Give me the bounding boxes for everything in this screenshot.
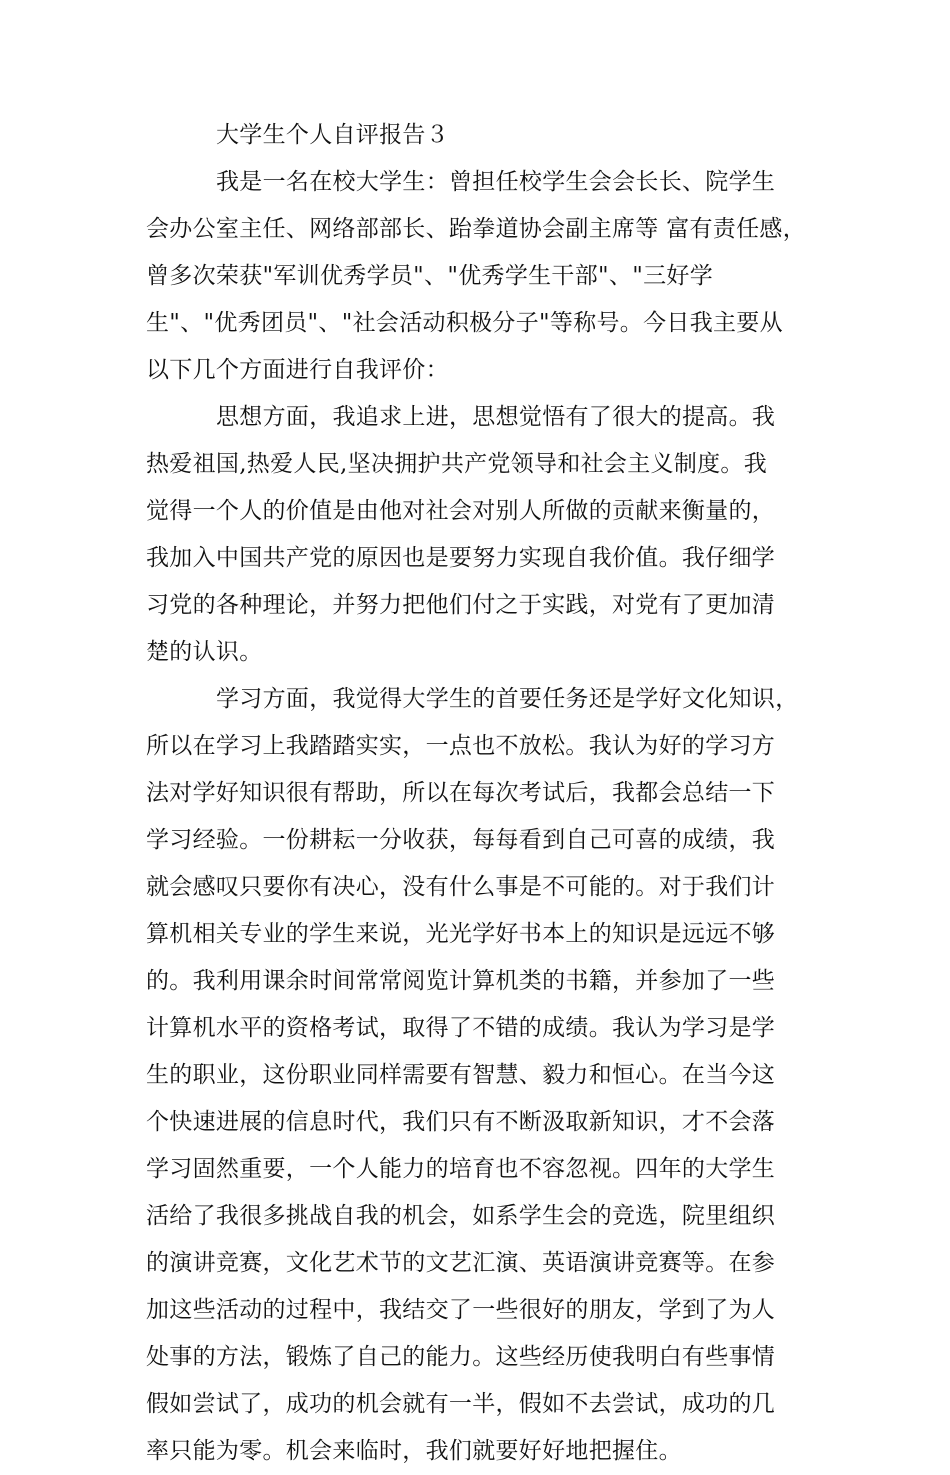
paragraph-line: 思想方面，我追求上进，思想觉悟有了很大的提高。我 — [216, 404, 776, 430]
paragraph-line: 法对学好知识很有帮助，所以在每次考试后，我都会总结一下 — [146, 780, 776, 806]
paragraph-line: 假如尝试了，成功的机会就有一半，假如不去尝试，成功的几 — [146, 1391, 776, 1417]
paragraph-line: 就会感叹只要你有决心，没有什么事是不可能的。对于我们计 — [146, 874, 776, 900]
paragraph-line: 热爱祖国,热爱人民,坚决拥护共产党领导和社会主义制度。我 — [146, 451, 768, 477]
paragraph-line: 算机相关专业的学生来说，光光学好书本上的知识是远远不够 — [146, 921, 776, 947]
paragraph-line: 处事的方法，锻炼了自己的能力。这些经历使我明白有些事情 — [146, 1344, 776, 1370]
paragraph-line: 生"、"优秀团员"、"社会活动积极分子"等称号。今日我主要从 — [146, 310, 783, 336]
paragraph-line: 所以在学习上我踏踏实实，一点也不放松。我认为好的学习方 — [146, 733, 776, 759]
paragraph-line: 楚的认识。 — [146, 639, 263, 665]
paragraph-study — [146, 676, 826, 1475]
document-title: 大学生个人自评报告３ — [216, 122, 449, 148]
paragraph-line: 我是一名在校大学生：曾担任校学生会会长长、院学生 — [216, 169, 776, 195]
paragraph-line: 习党的各种理论，并努力把他们付之于实践，对党有了更加清 — [146, 592, 776, 618]
paragraph-thought — [146, 394, 826, 676]
paragraph-intro — [146, 159, 826, 394]
paragraph-line: 的。我利用课余时间常常阅览计算机类的书籍，并参加了一些 — [146, 968, 776, 994]
paragraph-line: 计算机水平的资格考试，取得了不错的成绩。我认为学习是学 — [146, 1015, 776, 1041]
paragraph-line: 生的职业，这份职业同样需要有智慧、毅力和恒心。在当今这 — [146, 1062, 776, 1088]
paragraph-line: 活给了我很多挑战自我的机会，如系学生会的竞选，院里组织 — [146, 1203, 776, 1229]
paragraph-line: 个快速进展的信息时代，我们只有不断汲取新知识，才不会落 — [146, 1109, 776, 1135]
paragraph-line: 率只能为零。机会来临时，我们就要好好地把握住。 — [146, 1438, 682, 1464]
paragraph-line: 会办公室主任、网络部部长、跆拳道协会副主席等 富有责任感， — [146, 216, 807, 242]
paragraph-line: 学习方面，我觉得大学生的首要任务还是学好文化知识， — [216, 686, 799, 712]
paragraph-line: 的演讲竞赛，文化艺术节的文艺汇演、英语演讲竞赛等。在参 — [146, 1250, 776, 1276]
paragraph-line: 曾多次荣获"军训优秀学员"、"优秀学生干部"、"三好学 — [146, 263, 713, 289]
paragraph-line: 学习经验。一份耕耘一分收获，每每看到自己可喜的成绩，我 — [146, 827, 776, 853]
paragraph-line: 我加入中国共产党的原因也是要努力实现自我价值。我仔细学 — [146, 545, 776, 571]
paragraph-line: 加这些活动的过程中，我结交了一些很好的朋友，学到了为人 — [146, 1297, 776, 1323]
paragraph-line: 学习固然重要，一个人能力的培育也不容忽视。四年的大学生 — [146, 1156, 776, 1182]
paragraph-line: 觉得一个人的价值是由他对社会对别人所做的贡献来衡量的， — [146, 498, 776, 524]
paragraph-line: 以下几个方面进行自我评价： — [146, 357, 449, 383]
document-body — [146, 112, 826, 1475]
